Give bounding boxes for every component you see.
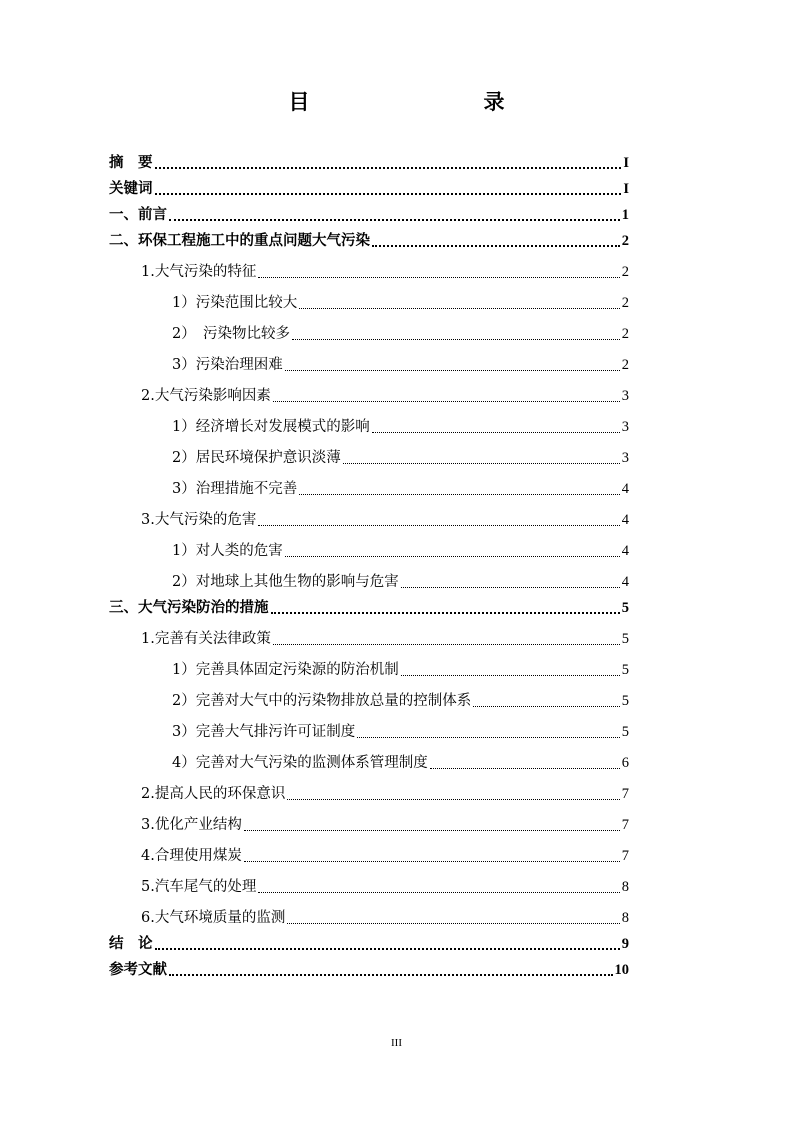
dot-leader <box>357 737 620 738</box>
toc-entry[interactable] <box>109 174 629 200</box>
dot-leader <box>299 308 620 309</box>
toc-entry-page: 5 <box>621 693 629 709</box>
toc-entry-label: 二、环保工程施工中的重点问题大气污染 <box>109 232 370 249</box>
toc-entry-label: 3）完善大气排污许可证制度 <box>172 724 356 740</box>
dot-leader <box>343 463 620 464</box>
toc-entry-label: 摘 要 <box>109 154 153 171</box>
toc-entry-label: 2.提高人民的环保意识 <box>141 786 286 802</box>
dot-leader <box>155 193 622 195</box>
toc-entry[interactable] <box>109 619 629 650</box>
toc-entry-page: 4 <box>621 574 629 590</box>
table-of-contents <box>109 148 629 981</box>
toc-entry-page: 2 <box>621 295 629 311</box>
toc-entry[interactable] <box>109 376 629 407</box>
toc-entry-label: 2）居民环境保护意识淡薄 <box>172 450 341 466</box>
dot-leader <box>244 830 620 831</box>
toc-entry-label: 2）完善对大气中的污染物排放总量的控制体系 <box>172 693 472 709</box>
dot-leader <box>430 768 620 769</box>
toc-entry-page: 6 <box>621 755 629 771</box>
toc-entry-label: 3）治理措施不完善 <box>172 481 298 497</box>
toc-entry-label: 1）污染范围比较大 <box>172 295 298 311</box>
dot-leader <box>258 525 619 526</box>
toc-entry-label: 一、前言 <box>109 206 167 223</box>
toc-entry[interactable] <box>109 562 629 593</box>
page-number: III <box>391 1037 402 1049</box>
toc-entry[interactable] <box>109 283 629 314</box>
toc-entry-label: 1）完善具体固定污染源的防治机制 <box>172 662 399 678</box>
dot-leader <box>271 612 620 614</box>
toc-entry-label: 3）污染治理困难 <box>172 357 283 373</box>
toc-entry-label: 参考文献 <box>109 961 167 978</box>
toc-entry-label: 3.优化产业结构 <box>141 817 242 833</box>
toc-entry[interactable] <box>109 226 629 252</box>
toc-entry-page: 4 <box>621 512 629 528</box>
toc-entry-page: I <box>623 181 629 197</box>
toc-entry[interactable] <box>109 712 629 743</box>
toc-entry-page: 3 <box>621 388 629 404</box>
toc-entry-page: 5 <box>621 724 629 740</box>
toc-entry[interactable] <box>109 148 629 174</box>
toc-entry[interactable] <box>109 314 629 345</box>
dot-leader <box>258 277 619 278</box>
toc-entry[interactable] <box>109 407 629 438</box>
toc-entry-page: 7 <box>621 786 629 802</box>
toc-entry[interactable] <box>109 469 629 500</box>
toc-entry[interactable] <box>109 200 629 226</box>
toc-entry[interactable] <box>109 593 629 619</box>
toc-entry-label: 2） 污染物比较多 <box>172 326 290 342</box>
toc-entry-page: 5 <box>621 631 629 647</box>
toc-entry[interactable] <box>109 531 629 562</box>
dot-leader <box>473 706 620 707</box>
toc-entry[interactable] <box>109 867 629 898</box>
toc-entry-page: 4 <box>621 543 629 559</box>
toc-entry-page: 5 <box>621 662 629 678</box>
toc-entry-page: 4 <box>621 481 629 497</box>
toc-entry-label: 1）经济增长对发展模式的影响 <box>172 419 370 435</box>
toc-entry-label: 2.大气污染影响因素 <box>141 388 271 404</box>
toc-entry-page: 2 <box>621 357 629 373</box>
toc-entry-page: 7 <box>621 817 629 833</box>
dot-leader <box>273 401 620 402</box>
toc-entry-page: 8 <box>621 910 629 926</box>
toc-entry-page: I <box>623 155 629 171</box>
dot-leader <box>287 799 619 800</box>
toc-entry[interactable] <box>109 955 629 981</box>
dot-leader <box>372 245 620 247</box>
toc-entry[interactable] <box>109 681 629 712</box>
toc-entry-label: 关键词 <box>109 180 153 197</box>
dot-leader <box>273 644 620 645</box>
toc-title: 目 录 <box>288 89 549 114</box>
toc-entry-page: 9 <box>621 936 629 952</box>
toc-entry-label: 6.大气环境质量的监测 <box>141 910 286 926</box>
toc-entry-label: 2）对地球上其他生物的影响与危害 <box>172 574 399 590</box>
dot-leader <box>401 675 620 676</box>
toc-entry-label: 3.大气污染的危害 <box>141 512 257 528</box>
toc-entry-page: 1 <box>621 207 629 223</box>
toc-entry-page: 2 <box>621 326 629 342</box>
toc-entry-label: 1.完善有关法律政策 <box>141 631 271 647</box>
toc-entry-page: 8 <box>621 879 629 895</box>
dot-leader <box>169 974 613 976</box>
toc-entry-page: 10 <box>614 962 629 978</box>
toc-entry-label: 4）完善对大气污染的监测体系管理制度 <box>172 755 428 771</box>
toc-entry-label: 1）对人类的危害 <box>172 543 283 559</box>
toc-entry[interactable] <box>109 438 629 469</box>
toc-entry-label: 4.合理使用煤炭 <box>141 848 242 864</box>
dot-leader <box>244 861 620 862</box>
dot-leader <box>155 948 620 950</box>
dot-leader <box>372 432 620 433</box>
dot-leader <box>285 370 620 371</box>
toc-entry-page: 7 <box>621 848 629 864</box>
dot-leader <box>401 587 620 588</box>
dot-leader <box>287 923 619 924</box>
toc-entry-label: 1.大气污染的特征 <box>141 264 257 280</box>
toc-entry[interactable] <box>109 345 629 376</box>
dot-leader <box>285 556 620 557</box>
toc-entry-page: 3 <box>621 419 629 435</box>
toc-entry-label: 结 论 <box>109 935 153 952</box>
toc-entry[interactable] <box>109 500 629 531</box>
toc-entry-page: 2 <box>621 233 629 249</box>
dot-leader <box>299 494 620 495</box>
dot-leader <box>169 219 620 221</box>
toc-entry-page: 2 <box>621 264 629 280</box>
toc-entry[interactable] <box>109 898 629 929</box>
toc-entry[interactable] <box>109 836 629 867</box>
dot-leader <box>258 892 619 893</box>
toc-entry-page: 3 <box>621 450 629 466</box>
toc-entry[interactable] <box>109 252 629 283</box>
toc-entry[interactable] <box>109 743 629 774</box>
dot-leader <box>155 167 622 169</box>
toc-entry-page: 5 <box>621 600 629 616</box>
toc-entry[interactable] <box>109 774 629 805</box>
toc-entry[interactable] <box>109 929 629 955</box>
toc-entry[interactable] <box>109 650 629 681</box>
toc-entry[interactable] <box>109 805 629 836</box>
toc-entry-label: 5.汽车尾气的处理 <box>141 879 257 895</box>
toc-entry-label: 三、大气污染防治的措施 <box>109 599 269 616</box>
dot-leader <box>292 339 620 340</box>
